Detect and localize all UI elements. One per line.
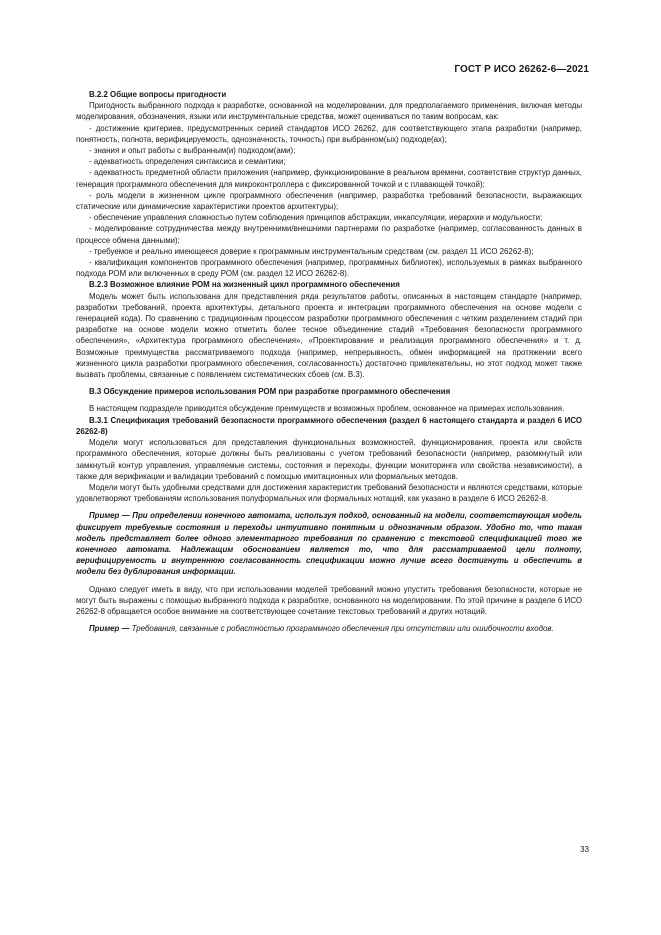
example-label: Пример — — [89, 511, 130, 521]
page-number: 33 — [580, 845, 589, 854]
section-heading-b3: B.3 Обсуждение примеров использования РОМ при разработке программного обеспечения — [89, 387, 451, 397]
list-item: - адекватность определения синтаксиса и семантики; — [89, 157, 286, 167]
paragraph-b31-3: Однако следует иметь в виду, что при использовании моделей требований можно упустить требования безопасности, которые не могут быть выражены с помощью выбранного подхода к разработке, основанного на моделировании. По этой причине в разделе 6 ИСО 26262-8 обращается особое внимание на соответствующее сочетание текстовых требований и других нотаций. — [76, 584, 582, 616]
paragraph-b31-1: Модели могут использоваться для представления функциональных возможностей, функционирования, проекта или свойств программного обеспечения, которые должны быть реализованы с учетом требований безопасности (например, разомкнутый или замкнутый контур управления, управляемые системы, состояния и переходы, функции мониторинга или свойства независимости), а также для верификации и валидации требований с помощью имитационных или формальных методов. — [76, 438, 582, 481]
paragraph-b22-intro: Пригодность выбранного подхода к разработке, основанной на моделировании, для предполагаемого применения, включая методы моделирования, обозначения, языки или инструментальные средства, может оцениваться по таким вопросам, как: — [76, 101, 582, 122]
page-body — [76, 89, 582, 634]
section-heading-b22: B.2.2 Общие вопросы пригодности — [89, 90, 227, 99]
list-item: - квалификация компонентов программного обеспечения (например, программных библиотек), используемых в рамках выбранного подхода РОМ или включенных в среду РОМ (см. раздел 12 ИСО 26262-8). — [76, 258, 582, 279]
list-item: - роль модели в жизненном цикле программного обеспечения (например, разработка требований безопасности, выражающих статические или динамические характеристики проектов архитектуры); — [76, 190, 582, 212]
section-heading-b23: B.2.3 Возможное влияние РОМ на жизненный цикл программного обеспечения — [89, 280, 400, 290]
list-item: - требуемое и реально имеющееся доверие к программным инструментальным средствам (см. раздел 11 ИСО 26262-8); — [89, 246, 534, 256]
list-item: - адекватность предметной области приложения (например, функционирование в реальном времени, соответствие структур данных, генерация программного обеспечения для микроконтроллера с фиксированной точкой и с плавающей точкой); — [76, 168, 582, 189]
example-text: Требования, связанные с робастностью программного обеспечения при отсутствии или ошибочности входов. — [131, 624, 554, 634]
example-note-2 — [76, 623, 582, 634]
example-label: Пример — — [89, 624, 130, 634]
paragraph-b31-2: Модели могут быть удобными средствами для достижения характеристик требований безопасности и являются средствами, которые удовлетворяют требованиям использования полуформальных или формальных нотаций, как указано в разделе 6 ИСО 26262-8. — [76, 482, 582, 504]
example-note-1 — [76, 510, 582, 577]
paragraph-b3: В настоящем подразделе приводится обсуждение преимуществ и возможных проблем, основанное на примерах использования. — [89, 404, 565, 414]
section-heading-b31: B.3.1 Спецификация требований безопасности программного обеспечения (раздел 6 настоящего стандарта и раздел 6 ИСО 26262-8) — [76, 415, 582, 436]
paragraph-b23: Модель может быть использована для представления ряда результатов работы, описанных в настоящем стандарте (например, разработки требований, проекта архитектуры, детального проекта и интеграции программного обеспечения на основе модели с генерацией кода). По сравнению с традиционным процессом разработки программного обеспечения с четким разделением стадий при разработке на основе модели можно отметить более тесное объединение стадий «Требования безопасности программного обеспечения», «Архитектура программного обеспечения», «Проектирование и реализация программного обеспечения» и т. д. Возможные преимущества рассматриваемого подхода (например, непрерывность, обмен информацией на протяжении всего жизненного цикла разработки программного обеспечения, согласованность) достаточно привлекательны, но этот подход может также вызвать проблемы, связанные с появлением систематических сбоев (см. В.3). — [76, 291, 582, 380]
list-item: - знания и опыт работы с выбранным(и) подходом(ами); — [89, 146, 296, 156]
document-id-header: ГОСТ Р ИСО 26262-6—2021 — [454, 64, 589, 75]
list-item: - достижение критериев, предусмотренных серией стандартов ИСО 26262, для соответствующего этапа разработки (например, понятность, полнота, верифицируемость, однозначность, точность) при выбранном(ых) подходе(ах); — [76, 123, 582, 144]
example-text: При определении конечного автомата, используя подход, основанный на модели, соответствующая модель фиксирует требуемые состояния и переходы интуитивно понятным и однозначным образом. Удобно то, что такая модель представляет более одного элементарного требования по сравнению с текстовой спецификацией того же конечного автомата. Надлежащим обоснованием является то, что для рассматриваемой цели полноту, верифицируемость и внутреннюю согласованность спецификации можно лучше всего достигнуть и обеспечить в модели без дублирования информации. — [76, 511, 582, 577]
list-item: - моделирование сотрудничества между внутренними/внешними партнерами по разработке (например, согласованность данных в процессе обмена данными); — [76, 224, 582, 245]
list-item: - обеспечение управления сложностью путем соблюдения принципов абстракции, инкапсуляции, иерархии и модульности; — [89, 213, 543, 223]
